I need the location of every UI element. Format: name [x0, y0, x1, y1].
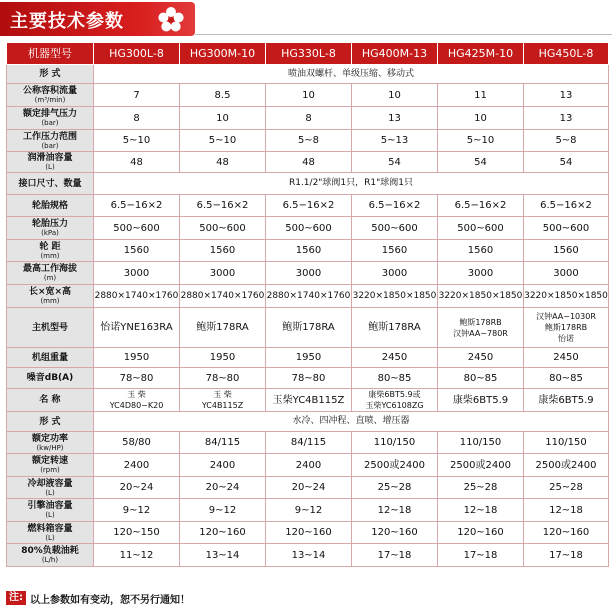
value-cell: 48	[266, 152, 352, 173]
value-cell: 500~600	[94, 217, 180, 240]
value-cell: 8	[266, 107, 352, 130]
value-cell: 48	[94, 152, 180, 173]
value-cell: 2500或2400	[524, 454, 609, 477]
value-cell: 5~10	[94, 130, 180, 152]
row-label-unit: (L)	[45, 533, 55, 542]
value-cell: 500~600	[524, 217, 609, 240]
value-cell: 78~80	[94, 368, 180, 389]
value-cell: 鲍斯178RA	[180, 308, 266, 348]
row-label	[7, 368, 94, 389]
table-row	[7, 285, 609, 308]
value-cell: 3220×1850×1850	[352, 285, 438, 308]
header-model-cell: HG450L-8	[524, 43, 609, 65]
row-label-text: 轮胎压力	[31, 219, 68, 229]
value-cell: 10	[352, 84, 438, 107]
banner-divider	[195, 34, 612, 35]
value-cell: 110/150	[438, 432, 524, 454]
row-label-unit: (L/h)	[41, 556, 59, 564]
value-cell: 10	[180, 107, 266, 130]
value-cell: 9~12	[180, 499, 266, 522]
row-label-unit: (m³/min)	[34, 96, 66, 104]
value-cell: 5~10	[180, 130, 266, 152]
value-cell: 康柴6BT5.9	[438, 389, 524, 412]
spec-table	[6, 42, 609, 567]
value-cell: 3000	[266, 262, 352, 285]
row-label	[7, 389, 94, 412]
value-cell: 58/80	[94, 432, 180, 454]
value-cell: 54	[352, 152, 438, 173]
value-cell: 6.5−16×2	[180, 195, 266, 217]
table-row	[7, 152, 609, 173]
value-cell: 10	[266, 84, 352, 107]
value-cell: 1560	[180, 240, 266, 262]
table-row	[7, 107, 609, 130]
row-label-unit: (kPa)	[41, 229, 59, 237]
table-row	[7, 130, 609, 152]
spanning-value-cell: R1.1/2"球阀1只，R1"球阀1只	[94, 173, 609, 195]
value-cell: 120~160	[438, 522, 524, 544]
value-cell: 12~18	[524, 499, 609, 522]
value-cell: 5~8	[524, 130, 609, 152]
value-cell: 17~18	[524, 544, 609, 567]
value-cell: 6.5−16×2	[438, 195, 524, 217]
value-cell: 鲍斯178RA	[266, 308, 352, 348]
footnote-text: 以上参数如有变动，恕不另行通知！	[30, 594, 190, 606]
value-cell: 20~24	[266, 477, 352, 499]
header-label-cell: 机器型号	[7, 43, 94, 65]
row-label	[7, 262, 94, 285]
row-label-text: 机组重量	[31, 352, 68, 363]
value-cell: 54	[438, 152, 524, 173]
row-label-text: 接口尺寸、数量	[18, 178, 82, 189]
value-cell: 78~80	[266, 368, 352, 389]
row-label	[7, 522, 94, 544]
table-row	[7, 65, 609, 84]
value-cell: 6.5−16×2	[352, 195, 438, 217]
value-cell: 8.5	[180, 84, 266, 107]
value-cell: 玉 柴 YC4B115Z	[180, 389, 266, 412]
value-cell: 7	[94, 84, 180, 107]
section-title: 主要技术参数	[10, 11, 124, 32]
row-label	[7, 432, 94, 454]
row-label	[7, 107, 94, 130]
row-label	[7, 285, 94, 308]
row-label-unit: (L)	[45, 511, 55, 519]
value-cell: 3220×1850×1850	[524, 285, 609, 308]
value-cell: 8	[94, 107, 180, 130]
footnote-badge: 注:	[6, 591, 26, 605]
value-cell: 25~28	[524, 477, 609, 499]
row-label-unit: (rpm)	[40, 466, 60, 474]
table-header-row	[7, 43, 609, 65]
row-label-unit: (kw/HP)	[36, 443, 64, 452]
table-row	[7, 348, 609, 368]
row-label	[7, 412, 94, 432]
value-cell: 3000	[438, 262, 524, 285]
section-banner	[0, 2, 195, 36]
value-cell: 17~18	[438, 544, 524, 567]
value-cell: 84/115	[180, 432, 266, 454]
row-label	[7, 130, 94, 152]
value-cell: 6.5−16×2	[94, 195, 180, 217]
value-cell: 1560	[266, 240, 352, 262]
value-cell: 10	[438, 107, 524, 130]
value-cell: 1560	[94, 240, 180, 262]
value-cell: 2400	[266, 454, 352, 477]
row-label	[7, 499, 94, 522]
row-label-text: 额定排气压力	[22, 109, 77, 119]
value-cell: 500~600	[438, 217, 524, 240]
value-cell: 110/150	[524, 432, 609, 454]
value-cell: 康柴6BT5.9或 玉柴YC6108ZG	[352, 389, 438, 412]
value-cell: 1560	[438, 240, 524, 262]
row-label-text: 额定转速	[31, 456, 68, 466]
row-label	[7, 308, 94, 348]
row-label-unit: (L)	[45, 488, 55, 497]
value-cell: 11~12	[94, 544, 180, 567]
row-label-text: 形 式	[39, 416, 61, 427]
row-label-unit: (m)	[43, 274, 57, 282]
value-cell: 6.5−16×2	[266, 195, 352, 217]
row-label-text: 轮 距	[39, 241, 61, 252]
value-cell: 120~160	[180, 522, 266, 544]
spanning-value-cell: 喷油双螺杆、单级压缩、移动式	[94, 65, 609, 84]
value-cell: 13~14	[266, 544, 352, 567]
table-row	[7, 477, 609, 499]
row-label-text: 冷却液容量	[27, 478, 73, 489]
value-cell: 120~160	[266, 522, 352, 544]
value-cell: 2500或2400	[352, 454, 438, 477]
table-row	[7, 240, 609, 262]
row-label-text: 燃料箱容量	[27, 523, 73, 534]
row-label	[7, 348, 94, 368]
row-label	[7, 195, 94, 217]
table-row	[7, 84, 609, 107]
row-label-text: 工作压力范围	[22, 131, 77, 142]
table-row	[7, 522, 609, 544]
row-label-text: 形 式	[39, 69, 61, 79]
value-cell: 1950	[266, 348, 352, 368]
value-cell: 2400	[180, 454, 266, 477]
table-row	[7, 544, 609, 567]
value-cell: 80~85	[352, 368, 438, 389]
value-cell: 120~160	[524, 522, 609, 544]
value-cell: 2500或2400	[438, 454, 524, 477]
value-cell: 54	[524, 152, 609, 173]
row-label	[7, 84, 94, 107]
table-row	[7, 432, 609, 454]
value-cell: 110/150	[352, 432, 438, 454]
value-cell: 500~600	[352, 217, 438, 240]
value-cell: 1950	[180, 348, 266, 368]
header-model-cell: HG425M-10	[438, 43, 524, 65]
value-cell: 5~10	[438, 130, 524, 152]
value-cell: 3000	[524, 262, 609, 285]
value-cell: 2450	[352, 348, 438, 368]
table-row	[7, 262, 609, 285]
value-cell: 500~600	[266, 217, 352, 240]
value-cell: 13	[524, 84, 609, 107]
row-label-text: 润滑油容量	[27, 153, 73, 163]
value-cell: 怡诺YNE163RA	[94, 308, 180, 348]
value-cell: 2450	[438, 348, 524, 368]
table-row	[7, 368, 609, 389]
value-cell: 玉 柴 YC4D80−K20	[94, 389, 180, 412]
table-row	[7, 499, 609, 522]
value-cell: 11	[438, 84, 524, 107]
value-cell: 1560	[352, 240, 438, 262]
value-cell: 120~160	[352, 522, 438, 544]
value-cell: 9~12	[266, 499, 352, 522]
value-cell: 鲍斯178RB 汉钟AA−780R	[438, 308, 524, 348]
table-row	[7, 217, 609, 240]
value-cell: 6.5−16×2	[524, 195, 609, 217]
row-label	[7, 217, 94, 240]
table-row	[7, 389, 609, 412]
table-row	[7, 173, 609, 195]
value-cell: 2880×1740×1760	[94, 285, 180, 308]
value-cell: 1560	[524, 240, 609, 262]
row-label	[7, 544, 94, 567]
row-label-text: 名 称	[39, 395, 61, 405]
spanning-value-cell: 水冷、四冲程、直喷、增压器	[94, 412, 609, 432]
table-row	[7, 195, 609, 217]
header-model-cell: HG400M-13	[352, 43, 438, 65]
value-cell: 2880×1740×1760	[266, 285, 352, 308]
value-cell: 13~14	[180, 544, 266, 567]
row-label	[7, 454, 94, 477]
table-row	[7, 412, 609, 432]
footnote	[6, 590, 190, 606]
row-label	[7, 152, 94, 173]
row-label	[7, 477, 94, 499]
row-label-unit: (mm)	[40, 251, 60, 260]
value-cell: 13	[524, 107, 609, 130]
value-cell: 3000	[94, 262, 180, 285]
row-label-unit: (mm)	[40, 297, 60, 305]
row-label-text: 主机型号	[31, 322, 68, 333]
value-cell: 5~8	[266, 130, 352, 152]
flower-logo-icon	[158, 7, 184, 33]
row-label-text: 噪音dB(A)	[26, 373, 74, 383]
value-cell: 17~18	[352, 544, 438, 567]
row-label	[7, 240, 94, 262]
row-label-text: 额定功率	[31, 433, 68, 444]
row-label-text: 公称容积流量	[22, 86, 77, 96]
row-label-text: 长×宽×高	[28, 287, 72, 297]
row-label	[7, 173, 94, 195]
table-row	[7, 454, 609, 477]
value-cell: 25~28	[438, 477, 524, 499]
value-cell: 20~24	[180, 477, 266, 499]
header-model-cell: HG300L-8	[94, 43, 180, 65]
value-cell: 2880×1740×1760	[180, 285, 266, 308]
value-cell: 120~150	[94, 522, 180, 544]
row-label-unit: (bar)	[41, 141, 59, 150]
value-cell: 20~24	[94, 477, 180, 499]
value-cell: 13	[352, 107, 438, 130]
row-label-text: 最高工作海拔	[22, 264, 77, 274]
value-cell: 2450	[524, 348, 609, 368]
value-cell: 500~600	[180, 217, 266, 240]
row-label-unit: (bar)	[41, 119, 59, 127]
header-model-cell: HG300M-10	[180, 43, 266, 65]
row-label-text: 引擎油容量	[27, 501, 73, 511]
value-cell: 48	[180, 152, 266, 173]
value-cell: 1950	[94, 348, 180, 368]
value-cell: 3220×1850×1850	[438, 285, 524, 308]
value-cell: 2400	[94, 454, 180, 477]
value-cell: 12~18	[438, 499, 524, 522]
value-cell: 汉钟AA−1030R 鲍斯178RB 怡诺	[524, 308, 609, 348]
value-cell: 3000	[352, 262, 438, 285]
value-cell: 78~80	[180, 368, 266, 389]
value-cell: 鲍斯178RA	[352, 308, 438, 348]
value-cell: 84/115	[266, 432, 352, 454]
value-cell: 玉柴YC4B115Z	[266, 389, 352, 412]
row-label-text: 80%负载油耗	[21, 546, 79, 556]
row-label-unit: (L)	[45, 163, 55, 171]
header-model-cell: HG330L-8	[266, 43, 352, 65]
row-label	[7, 65, 94, 84]
value-cell: 25~28	[352, 477, 438, 499]
value-cell: 3000	[180, 262, 266, 285]
value-cell: 80~85	[438, 368, 524, 389]
table-row	[7, 308, 609, 348]
value-cell: 80~85	[524, 368, 609, 389]
value-cell: 12~18	[352, 499, 438, 522]
value-cell: 9~12	[94, 499, 180, 522]
value-cell: 5~13	[352, 130, 438, 152]
value-cell: 康柴6BT5.9	[524, 389, 609, 412]
row-label-text: 轮胎规格	[31, 200, 68, 211]
